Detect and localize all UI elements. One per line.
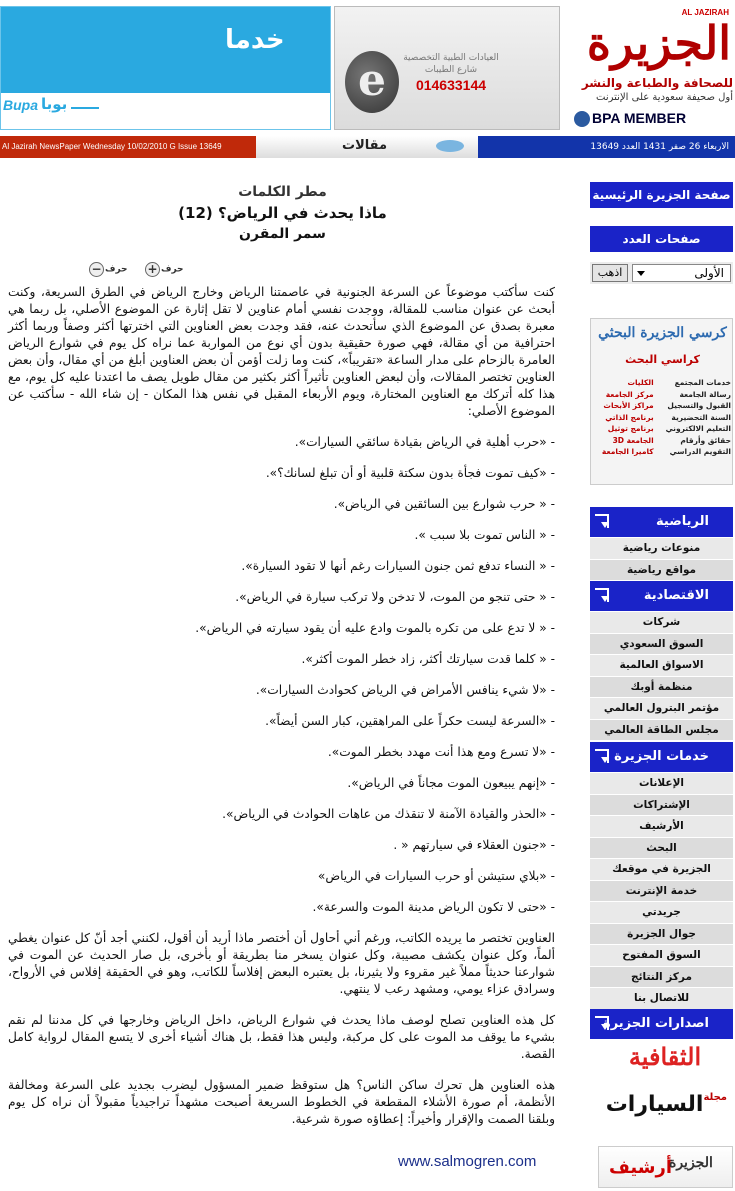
- thaqafia-logo[interactable]: الثقافية: [628, 1042, 702, 1071]
- section-title: الرياضية: [656, 514, 709, 529]
- bupa-en: Bupa: [3, 97, 38, 113]
- headline-item: - «كيف تموت فجأة بدون سكتة قلبية أو أن تبلغ لسانك؟».: [265, 466, 555, 480]
- section-title: خدمات الجزيرة: [614, 749, 709, 764]
- research-row: [593, 400, 732, 412]
- article-paragraph: كل هذه العناوين تصلح لوصف ماذا يحدث في شوارع الرياض، داخل الرياض وخارجها في كل مدننا لم نقم بشيء ما يوقف مد الموت على كل مركبة، وليس هذا فقط، بل هناك أشياء أخرى لا يتسع المقال لرواية كامل القصة.: [8, 1013, 555, 1061]
- research-row: [593, 423, 732, 435]
- bupa-ar: بوبا: [41, 95, 68, 113]
- archive-text: أرشيف: [609, 1157, 673, 1178]
- font-increase-control[interactable]: + ﺣﺮﻑ: [144, 262, 184, 277]
- section-title: اصدارات الجزيرة: [603, 1016, 709, 1031]
- home-page-button[interactable]: صفحة الجزيرة الرئيسية: [590, 182, 733, 208]
- research-row: [593, 412, 732, 424]
- logo-en: AL JAZIRAH: [681, 8, 729, 17]
- headline-item: - « حرب شوارع بين السائقين في الرياض».: [333, 497, 555, 511]
- section-header[interactable]: [590, 1009, 733, 1039]
- chevron-down-icon: [637, 271, 645, 276]
- issue-bar: [0, 136, 735, 158]
- clinic-ad-banner[interactable]: [334, 6, 560, 130]
- page-select[interactable]: الأولى: [632, 264, 731, 282]
- research-row: [593, 446, 732, 458]
- headline-item: - «بلاي ستيشن أو حرب السيارات في الرياض»: [317, 869, 555, 883]
- research-link[interactable]: رسالة الجامعة: [679, 389, 731, 399]
- logo-tagline: للصحافة والطباعة والنشر: [581, 76, 733, 90]
- headline-list: [8, 434, 555, 916]
- ad-service-text: خدما: [225, 25, 285, 55]
- sidebar-link[interactable]: الجزيرة في موقعك: [590, 859, 733, 881]
- research-link[interactable]: الجامعة 3D: [612, 435, 654, 445]
- zoom-out-icon[interactable]: −: [89, 262, 104, 277]
- headline-item: - «جنون العقلاء في سيارتهم « .: [393, 838, 555, 852]
- section-items: [590, 612, 733, 741]
- go-button[interactable]: اذهب: [592, 264, 628, 282]
- bpa-circle-icon: [574, 111, 590, 127]
- font-decrease-control[interactable]: − ﺣﺮﻑ: [88, 262, 128, 277]
- research-links: [593, 377, 732, 458]
- headline-item: - « النساء تدفع ثمن جنون السيارات رغم أنها لا تقود السيارة».: [241, 559, 555, 573]
- article-paragraph: هذه العناوين هل تحرك ساكن الناس؟ هل ستوقظ ضمير المسؤول ليضرب بجديد على السرعة ومخالفة الأنظمة، أم صورة الأشلاء المقطعة في الخطوط السريعة أصبحت مشهداً تراجيدياً مقبولاً أن نراه كل يوم وبلقنا الصمت والإقرار وأخيراً: إعطاؤه صورة شرعية.: [8, 1078, 555, 1126]
- expand-arrow-icon[interactable]: [595, 749, 609, 763]
- page-selector: [590, 262, 733, 284]
- headline-item: - « حتى تنجو من الموت، لا تدخن ولا تركب سيارة في الرياض».: [235, 590, 555, 604]
- issue-pages-button[interactable]: صفحات العدد: [590, 226, 733, 252]
- sidebar-link[interactable]: مركز النتائج: [590, 967, 733, 989]
- research-chair-sub: كراسي البحث: [625, 353, 700, 366]
- sidebar-link[interactable]: الإعلانات: [590, 773, 733, 795]
- sayarat-logo[interactable]: $^{مجلة}$السيارات: [605, 1092, 727, 1117]
- headline-item: - «لا شيء ينافس الأمراض في الرياض كحوادث السيارات».: [255, 683, 555, 697]
- headline-item: - «لا تسرع ومع هذا أنت مهدد بخطر الموت».: [327, 745, 555, 759]
- research-row: [593, 377, 732, 389]
- research-link[interactable]: القبول والتسجيل: [667, 401, 731, 410]
- research-link[interactable]: حقائق وأرقام: [680, 435, 731, 445]
- article-intro: كنت سأكتب موضوعاً عن السرعة الجنونية في عاصمتنا الرياض وخارج الرياض في الطرق السريعة، وكنت أبحث عن عنوان مناسب للمقالة، ووجدت نفسي أمام عناوين لا تقل إثارة عن الموضوع الأصلي، بل ربما هي معبرة بصدق عن الموضوع الذي سأتحدث عنه، فقد وجدت بعض العناوين التي اخترتها أكثر وصفاً وربما أكثر احترافية من أي مقالة، فهي صورة حقيقية بدون أي نوع من المواربة عما نراه كل يوم في شوارع الرياض العامرة بالزحام على مدار الساعة «تقريباً»، كنت وما زلت أؤمن أن بعض العناوين أبلغ من أي مقال، وأن بعض العناوين تختصر المقالات، وأن لبعض العناوين تأثيراً أكثر بكثير من مقال طويل يصف ما اعتدنا عليه كل يوم، مع هذا كله أتركك مع العناوين المختارة، ويوم الأربعاء المقبل في نفس هذا المكان - إن شاء الله - سأكتب عن الموضوع الأصلي:: [8, 285, 555, 418]
- sidebar-link[interactable]: شركات: [590, 612, 733, 634]
- sidebar-link[interactable]: جوال الجزيرة: [590, 924, 733, 946]
- sidebar-link[interactable]: الاسواق العالمية: [590, 655, 733, 677]
- bpa-badge: BPA MEMBER: [574, 110, 686, 127]
- article-title: ماذا يحدث في الرياض؟ (12): [178, 204, 387, 222]
- sidebar-link[interactable]: السوق المفتوح: [590, 945, 733, 967]
- section-header[interactable]: [590, 742, 733, 772]
- research-link[interactable]: السنة التحضيرية: [671, 412, 731, 422]
- issue-info-ar: الاربعاء 26 صفر 1431 العدد 13649: [478, 136, 735, 158]
- article-paragraph: العناوين تختصر ما يريده الكاتب، ورغم أني أحاول أن أختصر ماذا أريد أن أقول، لكنني أجد أنّ كل عنوان يغطي ألماً، وكل عنوان يكشف مصيبة، وكل عنوان يسخر منا بطريقة أو بأخرى، بل صار الحديث عن الموت في شوارعنا حديثاً مملاً غير مقروء ولا يثيرنا، بل يعتبره البعض إفلاساً للكاتب، وهو في الحقيقة إفلاس في الأرواح، وسرادق عزاء يومي، ومشهد رعب لا ينتهي.: [8, 931, 555, 996]
- archive-brand: الجزيرة: [669, 1155, 713, 1171]
- research-link[interactable]: برنامج الذاتي: [605, 412, 654, 422]
- headline-item: - «السرعة ليست حكراً على المراهقين، كبار السن أيضاً».: [265, 714, 555, 728]
- section-label: مقالات: [342, 138, 388, 153]
- headline-item: - «حرب أهلية في الرياض بقيادة سائقي السيارات».: [294, 435, 555, 449]
- headline-item: - « لا تدع على من تكره بالموت وادع عليه أن يقود سيارته في الرياض».: [195, 621, 555, 635]
- sidebar-link[interactable]: منوعات رياضية: [590, 538, 733, 560]
- section-items: [590, 773, 733, 1010]
- research-chair-title: كرسي الجزيرة البحثي: [598, 325, 727, 341]
- research-link[interactable]: خدمات المجتمع: [674, 378, 731, 387]
- jazirah-logo[interactable]: [572, 6, 735, 130]
- logo-ar: الجزيرة: [586, 16, 731, 70]
- sidebar-link[interactable]: البحث: [590, 838, 733, 860]
- headline-item: - «إنهم يبيعون الموت مجاناً في الرياض».: [347, 776, 555, 790]
- expand-arrow-icon[interactable]: [595, 588, 609, 602]
- sidebar-link[interactable]: جريدتي: [590, 902, 733, 924]
- section-banner: [256, 136, 478, 158]
- ad-line-1: العيادات الطبية التخصصية: [403, 53, 499, 63]
- sidebar-link[interactable]: خدمة الإنترنت: [590, 881, 733, 903]
- sidebar-link[interactable]: منظمة أوبك: [590, 677, 733, 699]
- author-website-link[interactable]: www.salmogren.com: [398, 1153, 537, 1170]
- heartbeat-icon: [71, 99, 99, 109]
- column-name: مطر الكلمات: [238, 184, 327, 200]
- zoom-in-icon[interactable]: +: [145, 262, 160, 277]
- section-header[interactable]: [590, 507, 733, 537]
- research-row: [593, 435, 732, 447]
- bupa-ad-banner[interactable]: [0, 6, 331, 130]
- issue-info-en: Al Jazirah NewsPaper Wednesday 10/02/2010 G Issue 13649: [0, 136, 256, 158]
- logo-tagline-2: أول صحيفة سعودية على الإنترنت: [596, 92, 733, 103]
- archive-logo[interactable]: [598, 1146, 733, 1188]
- sidebar-link[interactable]: مواقع رياضية: [590, 560, 733, 582]
- sidebar-link[interactable]: السوق السعودي: [590, 634, 733, 656]
- section-header[interactable]: [590, 581, 733, 611]
- headline-item: - «حتى لا تكون الرياض مدينة الموت والسرعة».: [312, 900, 555, 914]
- research-link[interactable]: الكليات: [627, 378, 654, 387]
- section-title: الاقتصادية: [643, 588, 709, 603]
- e-logo-icon: e: [345, 51, 399, 113]
- headline-item: - «الحذر والقيادة الآمنة لا تنقذك من عاهات الحوادث في الرياض».: [222, 807, 555, 821]
- headline-item: - « كلما قدت سيارتك أكثر، زاد خطر الموت أكثر».: [301, 652, 555, 666]
- expand-arrow-icon[interactable]: [595, 514, 609, 528]
- section-items: [590, 538, 733, 581]
- ad-phone: 014633144: [415, 77, 487, 93]
- research-link[interactable]: التقويم الدراسي: [669, 447, 731, 456]
- research-row: [593, 389, 732, 401]
- sidebar-link[interactable]: مجلس الطاقة العالمي: [590, 720, 733, 742]
- article-body: [8, 284, 555, 1128]
- bird-icon: [436, 140, 464, 152]
- sidebar-link[interactable]: الإشتراكات: [590, 795, 733, 817]
- research-chair-banner[interactable]: [590, 318, 733, 485]
- sidebar-link[interactable]: الأرشيف: [590, 816, 733, 838]
- research-link[interactable]: برنامج توثيل: [607, 424, 654, 433]
- ad-line-2: شارع الطيبات: [424, 65, 478, 75]
- expand-arrow-icon[interactable]: [595, 1016, 609, 1030]
- research-link[interactable]: كاميرا الجامعة: [601, 447, 654, 456]
- sidebar-link[interactable]: مؤتمر البترول العالمي: [590, 698, 733, 720]
- research-link[interactable]: مراكز الأبحاث: [603, 401, 654, 410]
- sidebar-link[interactable]: للاتصال بنا: [590, 988, 733, 1010]
- research-link[interactable]: التعليم الالكتروني: [665, 424, 731, 433]
- headline-item: - « الناس تموت بلا سبب ».: [414, 528, 555, 542]
- article-author: سمر المقرن: [239, 226, 326, 242]
- research-link[interactable]: مركز الجامعة: [605, 389, 654, 399]
